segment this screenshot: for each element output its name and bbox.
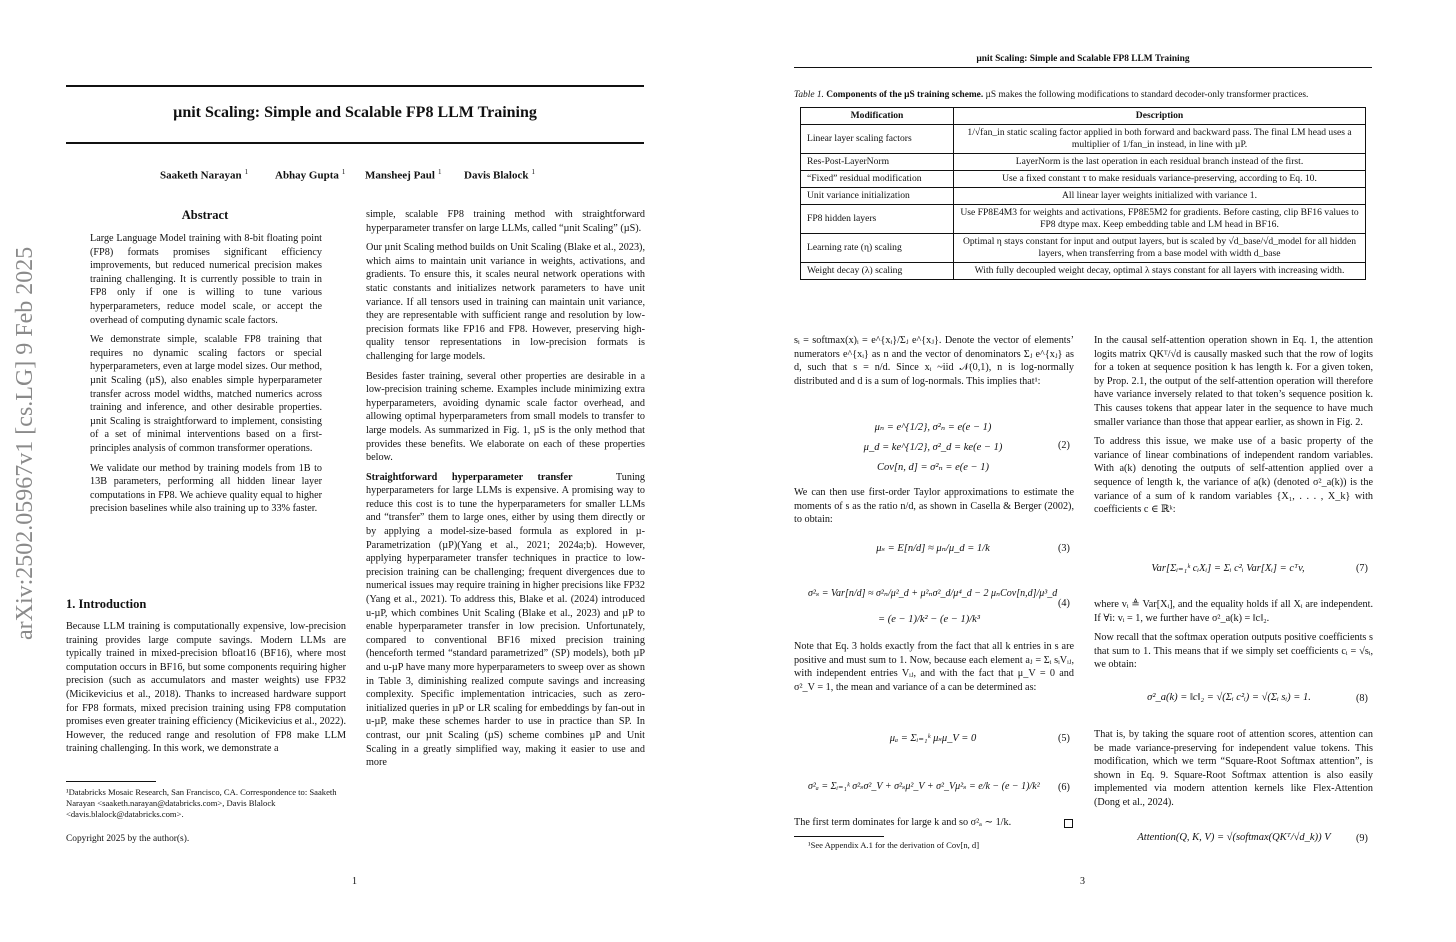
footnote-rule [66, 781, 156, 782]
qed-box-icon [1064, 819, 1073, 828]
table-row [801, 171, 1366, 188]
equation-7: Var[Σᵢ₌₁ᵏ cᵢXᵢ] = Σᵢ c²ᵢ Var[Xᵢ] = cᵀv, [1151, 563, 1305, 574]
eq6-number: (6) [1058, 782, 1070, 793]
table-header-modification: Modification [801, 108, 954, 125]
table-cell-mod: Res-Post-LayerNorm [801, 154, 954, 171]
table-cell-mod: Learning rate (η) scaling [801, 234, 954, 263]
eq7-number: (7) [1356, 563, 1368, 574]
table-row [801, 188, 1366, 205]
table-cell-desc: LayerNorm is the last operation in each residual branch instead of the first. [954, 154, 1366, 171]
table-cell-mod: Weight decay (λ) scaling [801, 263, 954, 280]
eq3-number: (3) [1058, 543, 1070, 554]
table-row [801, 125, 1366, 154]
col2-p2: Our µnit Scaling method builds on Unit Scaling (Blake et al., 2023), which aims to maintain unit variance in weights, activations, and gradients. To ensure this, it scales neural network operations with static constants and initializes network parameters to have unit variance. If all tensors used in training can maintain unit variance, they are representable with sufficient range and resolution by low-precision formats like FP16 and FP8. However, preserving high-quality tensor representations in low-precision formats is challenging for large models. [366, 242, 645, 362]
page1-col2 [366, 208, 645, 776]
abstract-body [90, 232, 322, 522]
col2-p4 [366, 471, 645, 770]
paper-title: µnit Scaling: Simple and Scalable FP8 LLM Training [173, 104, 537, 121]
author-4: Davis Blalock $^1$ [464, 168, 535, 182]
footnote-2: ¹See Appendix A.1 for the derivation of Cov[n, d] [808, 840, 980, 850]
equation-4b: = (e − 1)/k² − (e − 1)/k³ [878, 614, 980, 625]
table-cell-mod: FP8 hidden layers [801, 205, 954, 234]
abstract-p1: Large Language Model training with 8-bit floating point (FP8) formats promises significant efficiency improvements, but reduced numerical precision makes training challenging. It is currently possible to train in FP8 only if one is willing to tune various hyperparameters, reduce model scale, or accept the overhead of computing dynamic scale factors. [90, 233, 322, 326]
p3-right-p4: Now recall that the softmax operation outputs positive coefficients s that sum to 1. This means that if we simply set coefficients cᵢ = √sᵢ, we obtain: [1094, 632, 1373, 671]
p3-left-p3: Note that Eq. 3 holds exactly from the fact that all k entries in s are positive and must sum to 1. Now, because each element aⱼ = Σᵢ sᵢVᵢⱼ, with independent entries Vᵢⱼ, and with the fact that μ_V = 0 and σ²_V = 1, the mean and variance of a can be determined as: [794, 641, 1074, 693]
page-3 [728, 0, 1456, 942]
eq2-line-2: μ_d = ke^{1/2}, σ²_d = ke(e − 1) [863, 442, 1003, 453]
col2-p4-body: Tuning hyperparameters for large LLMs is expensive. A promising way to reduce this cost is to tune the hyperparameters for smaller LLMs and “transfer” them to large ones, either by using them directly or by applying a model-size-based formula as explored in µ-Parametrization (µP)(Yang et al., 2021; 2024a;b). However, applying hyperparameter transfer techniques in practice to low-precision training can be challenging; frequent divergences due to numerical issues may require training in higher precisions like FP32 (Yang et al., 2021). To address this, Blake et al. (2024) introduced u-µP, which combines Unit Scaling (Blake et al., 2023) and µP to enable hyperparameter transfer in low precision. Unfortunately, compared to conventional BF16 mixed precision training (henceforth termed “standard parametrized” (SP) models), both µP and u-µP have many more hyperparameters to sweep over as shown in Table 3, diminishing realized compute savings and increasing complexity. Specific implementation intricacies, such as zero-initialized queries in µP or LR scaling for embeddings by fan-out in u-µP, make these schemes harder to use in practice than SP. In contrast, our µnit Scaling (µS) scheme combines µP and Unit Scaling in a greatly simplified way, making it easier to use and more [366, 471, 645, 769]
title-rule-bottom [66, 142, 644, 144]
table-cell-desc: All linear layer weights initialized with variance 1. [954, 188, 1366, 205]
table-row [801, 263, 1366, 280]
equation-9: Attention(Q, K, V) = √(softmax(QKᵀ/√d_k)) V [1137, 832, 1331, 843]
p3-right-p3: where vᵢ ≜ Var[Xᵢ], and the equality holds if all Xᵢ are independent. If ∀i: vᵢ = 1, we further have σ²_a(k) = ‖c‖₂. [1094, 599, 1373, 624]
table-cell-desc: Use FP8E4M3 for weights and activations, FP8E5M2 for gradients. Before casting, clip BF16 values to FP8 dtype max. Keep embedding table and LM head in BF16. [954, 205, 1366, 234]
col2-p3: Besides faster training, several other properties are desirable in a low-precision training scheme. Examples include minimizing extra hyperparameters, avoiding dynamic scale factor overhead, and allowing optimal hyperparameters from small models to transfer to large models. As summarized in Fig. 1, µS is the only method that provides these benefits. We elaborate on each of these properties below. [366, 370, 645, 464]
eq2-number: (2) [1058, 440, 1070, 451]
p3-right-text-top [1094, 334, 1373, 523]
equation-2 [838, 418, 1028, 478]
abstract-p3: We validate our method by training models from 1B to 13B parameters, performing all hidden linear layer computations in FP8. We achieve quality equal to higher precision baselines while also training up to 33% faster. [90, 462, 322, 515]
running-head-rule [794, 67, 1372, 68]
table-row [801, 154, 1366, 171]
equation-8: σ²_a(k) = ‖c‖₂ = √(Σᵢ c²ᵢ) = √(Σᵢ sᵢ) = 1. [1147, 692, 1311, 703]
abstract-heading: Abstract [181, 208, 229, 222]
table-cell-mod: Linear layer scaling factors [801, 125, 954, 154]
footnote2-rule [794, 836, 884, 837]
table-row [801, 234, 1366, 263]
intro-heading: 1. Introduction [66, 597, 147, 611]
table-cell-desc: With fully decoupled weight decay, optimal λ stays constant for all layers with increasing width. [954, 263, 1366, 280]
table-cell-desc: Use a fixed constant τ to make residuals variance-preserving, according to Eq. 10. [954, 171, 1366, 188]
table-caption-label: Table 1. [794, 90, 824, 100]
table-caption-title: Components of the µS training scheme. [826, 90, 984, 100]
p3-right-p5: That is, by taking the square root of attention scores, attention can be made variance-preserving for independent value tokens. This modification, which we term “Square-Root Softmax attention”, is shown in Eq. 9. Square-Root Softmax attention is also easily implemented via modern attention kernels like Flex-Attention (Dong et al., 2024). [1094, 729, 1373, 808]
page-number-3: 3 [1080, 876, 1085, 887]
p3-right-text-mid [1094, 598, 1373, 678]
eq2-line-3: Cov[n, d] = σ²ₙ = e(e − 1) [877, 462, 989, 473]
table-cell-mod: Unit variance initialization [801, 188, 954, 205]
table-cell-desc: Optimal η stays constant for input and output layers, but is scaled by √d_base/√d_model for all hidden layers, when transferring from a base model with width d_base [954, 234, 1366, 263]
eq9-number: (9) [1356, 833, 1368, 844]
copyright: Copyright 2025 by the author(s). [66, 834, 190, 844]
equation-4a: σ²ₛ = Var[n/d] ≈ σ²ₙ/μ²_d + μ²ₙσ²_d/μ⁴_d − 2 μₙCov[n,d]/μ³_d [808, 588, 1058, 599]
table-header-description: Description [954, 108, 1366, 125]
author-2: Abhay Gupta $^1$ [275, 168, 346, 182]
equation-5: μₐ = Σᵢ₌₁ᵏ μₛμ_V = 0 [889, 733, 977, 744]
equation-6: σ²ₐ = Σᵢ₌₁ᵏ σ²ₛσ²_V + σ²ₛμ²_V + σ²_Vμ²ₛ = e/k − (e − 1)/k² [808, 781, 1040, 792]
arxiv-stamp: arXiv:2502.05967v1 [cs.LG] 9 Feb 2025 [12, 246, 38, 640]
running-head: µnit Scaling: Simple and Scalable FP8 LLM Training [976, 54, 1190, 64]
table-cell-mod: “Fixed” residual modification [801, 171, 954, 188]
title-rule-top [66, 85, 644, 87]
eq2-line-1: μₙ = e^{1/2}, σ²ₙ = e(e − 1) [874, 422, 992, 433]
author-3: Mansheej Paul $^1$ [365, 168, 442, 182]
intro-p1: Because LLM training is computationally expensive, low-precision training provides large compute savings. Modern LLMs are typically trained in mixed-precision bfloat16 (BF16), where most computation occurs in BF16, but some components requiring higher precision (such as accumulators and master weights) use FP32 (Micikevicius et al., 2018). Thanks to increased hardware support for FP8 formats, mixed precision training using FP8 computation promises even greater training efficiency (Micikevicius et al., 2022). However, the reduced range and resolution of FP8 make LLM training challenging. In this work, we demonstrate a [66, 621, 346, 755]
footnote-affiliation: ¹Databricks Mosaic Research, San Francisco, CA. Correspondence to: Saaketh Narayan <saaketh.narayan@databricks.com>, Davis Blalock <davis.blalock@databricks.com>. [66, 787, 337, 819]
table-cell-desc: 1/√fan_in static scaling factor applied in both forward and backward pass. The final LM head uses a multiplier of 1/fan_in instead, in line with µP. [954, 125, 1366, 154]
table-caption [794, 90, 1372, 100]
table-caption-text: µS makes the following modifications to standard decoder-only transformer practices. [985, 90, 1309, 100]
eq4-number: (4) [1058, 598, 1070, 609]
eq8-number: (8) [1356, 693, 1368, 704]
abstract-p2: We demonstrate simple, scalable FP8 training that requires no dynamic scaling factors or special hyperparameters, even at large model sizes. Our method, µnit Scaling (µS), also enables simple hyperparameter transfer across model widths, matched numerics across training and inference, and other desirable properties. µnit Scaling is straightforward to implement, consisting of a set of minimal interventions based on a first-principles analysis of common transformer operations. [90, 334, 322, 454]
col2-p1: simple, scalable FP8 training method with straightforward hyperparameter transfer on large LLMs, called “µnit Scaling” (µS). [366, 209, 645, 234]
table-header-row [801, 108, 1366, 125]
p3-left-p2: We can then use first-order Taylor approximations to estimate the moments of s as the ratio n/d, as shown in Casella & Berger (2002), to obtain: [794, 487, 1074, 526]
page-number-1: 1 [352, 876, 357, 887]
p3-right-p1: In the causal self-attention operation shown in Eq. 1, the attention logits matrix QKᵀ/√d is causally masked such that the row of logits for a token at sequence position k has length k. For a given token, by Prop. 2.1, the output of the self-attention operation will therefore have variance inversely related to that token’s sequence position k. This causes tokens that appear later in the sequence to have much smaller variance than those that appear earlier, as shown in Fig. 2. [1094, 335, 1373, 428]
table-row [801, 205, 1366, 234]
p3-left-p1: sᵢ = softmax(x)ᵢ = e^{xᵢ}/Σⱼ e^{xⱼ}. Denote the vector of elements’ numerators e^{xᵢ} as n and the vector of denominators Σⱼ e^{xⱼ} as d, such that s = n/d. Since xᵢ ~iid 𝒩(0,1), n is log-normally distributed and d is a sum of log-normals. This implies that¹: [794, 335, 1074, 387]
p3-right-p2: To address this issue, we make use of a basic property of the variance of linear combinations of independent random variables. With a(k) denoting the outputs of self-attention applied over a sequence of length k, the variance of a(k) (denoted σ²_a(k)) is the variance of a sum of k random variables {X₁, . . . , X_k} with coefficients c ∈ ℝᵏ: [1094, 436, 1373, 516]
eq5-number: (5) [1058, 733, 1070, 744]
col2-p4-head: Straightforward hyperparameter transfer [366, 471, 573, 483]
components-table [800, 107, 1366, 280]
p3-left-p4: The first term dominates for large k and so σ²ₐ ∼ 1/k. [794, 817, 1012, 828]
equation-3: μₛ = E[n/d] ≈ μₙ/μ_d = 1/k [876, 543, 990, 554]
author-1: Saaketh Narayan $^1$ [160, 168, 249, 182]
